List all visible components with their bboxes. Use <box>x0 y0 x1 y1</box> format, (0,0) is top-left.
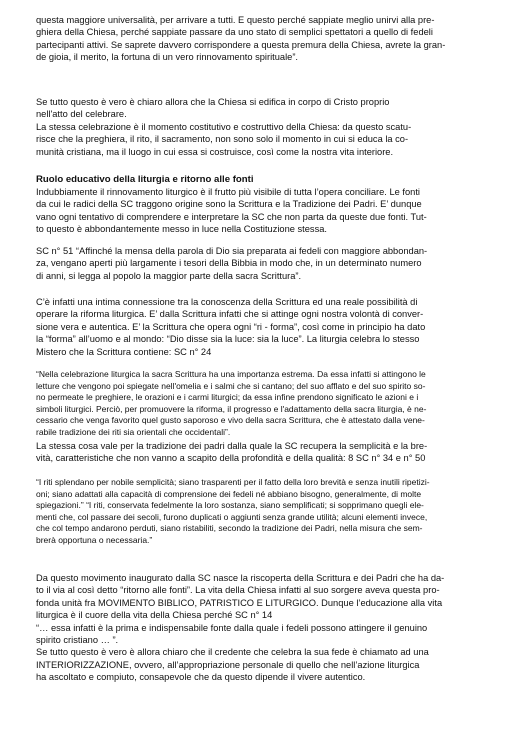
text-line: Se tutto questo è vero è chiaro allora che la Chiesa si edifica in corpo di Cristo proprio <box>36 97 390 107</box>
text-line: nell'atto del celebrare. <box>36 109 127 120</box>
text-line: di anni, si legga al popolo la maggior parte della sacra Scrittura”. <box>36 270 302 281</box>
text-line: operare la riforma liturgica. E’ dalla Scrittura infatti che si attinge ogni nostra volontà di conver- <box>36 309 424 320</box>
text-line: “… essa infatti è la prima e indispensabile fonte dalla quale i fedeli possono attingere il genuino <box>36 622 428 633</box>
text-line: menti che, col passare dei secoli, furono duplicati o aggiunti senza grande utilità; alcuni elementi invece, <box>36 511 428 522</box>
paragraph-sc-51 <box>36 245 502 282</box>
text-line: spirito cristiano … ”. <box>36 635 119 646</box>
text-line: rabile tradizione dei riti sia orientali che occidentali”. <box>36 426 231 437</box>
text-line: “Nella celebrazione liturgica la sacra Scrittura ha una importanza estrema. Da essa infatti si attingono le <box>36 369 426 379</box>
text-line: la “forma” all’uomo e al mondo: “Dio disse sia la luce: sia la luce”. La liturgia celebra lo stesso <box>36 334 420 345</box>
text-line: Da questo movimento inaugurato dalla SC nasce la riscoperta della Scrittura e dei Padri che ha da- <box>36 573 445 583</box>
text-line: Se tutto questo è vero è allora chiaro che il credente che celebra la sua fede è chiamato ad una <box>36 647 429 658</box>
text-line: che col tempo andarono perduti, siano ristabiliti, secondo la tradizione dei Padri, nella misura che sem- <box>36 523 423 534</box>
text-line: questa maggiore universalità, per arrivare a tutti. E questo perché sappiate meglio unirvi alla pre- <box>36 15 435 25</box>
text-line: vano ogni tentativo di comprendere e interpretare la SC che non parta da queste due fonti. Tut- <box>36 211 427 222</box>
text-line: de gioia, il merito, la fortuna di un vero rinnovamento spirituale”. <box>36 52 298 63</box>
text-line: vità, caratteristiche che non vanno a scapito della profondità e della qualità: 8 SC n° 34 e n° 50 <box>36 453 426 464</box>
paragraph-scripture-connection <box>36 296 502 358</box>
paragraph-fathers-tradition <box>36 440 502 465</box>
text-line: Mistero che la Scrittura contiene: SC n° 24 <box>36 346 212 357</box>
paragraph-rediscovery <box>36 572 502 684</box>
text-line: liturgica è il cuore della vita della Chiesa perché SC n° 14 <box>36 610 273 621</box>
quote-sc-24 <box>36 369 502 439</box>
text-line: SC n° 51 “Affinché la mensa della parola di Dio sia preparata ai fedeli con maggiore abbondan- <box>36 246 428 256</box>
text-line: cessario che venga favorito quel gusto saporoso e vivo della sacra Scrittura, che è attestato dalla vene- <box>36 415 425 426</box>
section-heading: Ruolo educativo della liturgia e ritorno alle fonti <box>36 174 254 185</box>
text-line: INTERIORIZZAZIONE, ovvero, all’appropriazione personale di quello che nell’azione liturgica <box>36 659 420 670</box>
text-line: fonda unità fra MOVIMENTO BIBLICO, PATRISTICO E LITURGICO. Dunque l’educazione alla vita <box>36 597 443 608</box>
text-line: Indubbiamente il rinnovamento liturgico è il frutto più visibile di tutta l’opera conciliare. Le fonti <box>36 187 420 197</box>
text-line: La stessa cosa vale per la tradizione dei padri dalla quale la SC recupera la semplicità e la bre- <box>36 441 428 451</box>
paragraph-church-edification <box>36 96 502 158</box>
text-line: brerà opportuna o necessaria.” <box>36 534 153 545</box>
paragraph-intro-continuation <box>36 14 502 64</box>
text-line: to il via al così detto “ritorno alle fonti”. La vita della Chiesa infatti al suo sorgere aveva questa pro- <box>36 585 440 596</box>
text-line: ghiera della Chiesa, perché sappiate passare da uno stato di semplici spettatori a quello di fedeli <box>36 27 433 38</box>
text-line: sione vera e autentica. E’ la Scrittura che opera ogni “ri - forma”, così come in principio ha dato <box>36 321 426 332</box>
text-line: “I riti splendano per nobile semplicità; siano trasparenti per il fatto della loro brevità e senza inutili ripetizi- <box>36 477 430 487</box>
text-line: letture che vengono poi spiegate nell'omelia e i salmi che si cantano; del suo afflato e del suo spirito so- <box>36 380 426 391</box>
text-line: za, vengano aperti più largamente i tesori della Bibbia in modo che, in un determinato numero <box>36 258 422 269</box>
text-line: no permeate le preghiere, le orazioni e i carmi liturgici; da essa infine prendono significato le azioni e i <box>36 392 419 403</box>
text-line: risce che la preghiera, il rito, il sacramento, non sono solo il momento in cui si educa la co- <box>36 134 409 145</box>
text-line: to questo è abbondantemente messo in luce nella Costituzione stessa. <box>36 224 327 235</box>
text-line: La stessa celebrazione è il momento costitutivo e costruttivo della Chiesa: da questo scatu- <box>36 121 412 132</box>
text-line: simboli liturgici. Perciò, per promuovere la riforma, il progresso e l'adattamento della sacra liturgia, è ne- <box>36 403 427 414</box>
text-line: spiegazioni.” “I riti, conservata fedelmente la loro sostanza, siano semplificati; si sopprimano quegli ele- <box>36 500 424 511</box>
quote-sc-34-50 <box>36 477 502 547</box>
text-line: oni; siano adattati alla capacità di comprensione dei fedeli né abbiano bisogno, generalmente, di molte <box>36 488 422 499</box>
text-line: munità cristiana, ma il luogo in cui essa si costruisce, così come la nostra vita interiore. <box>36 146 394 157</box>
text-line: partecipanti attivi. Se saprete davvero corrispondere a questa premura della Chiesa, avrete la gran- <box>36 39 446 50</box>
paragraph-liturgical-renewal <box>36 186 502 236</box>
text-line: ha ascoltato e compiuto, consapevole che da questo dipende il vivere autentico. <box>36 672 366 683</box>
text-line: C’è infatti una intima connessione tra la conoscenza della Scrittura ed una reale possibilità di <box>36 297 418 307</box>
text-line: da cui le radici della SC traggono origine sono la Scrittura e la Tradizione dei Padri. E’ dunque <box>36 199 422 210</box>
